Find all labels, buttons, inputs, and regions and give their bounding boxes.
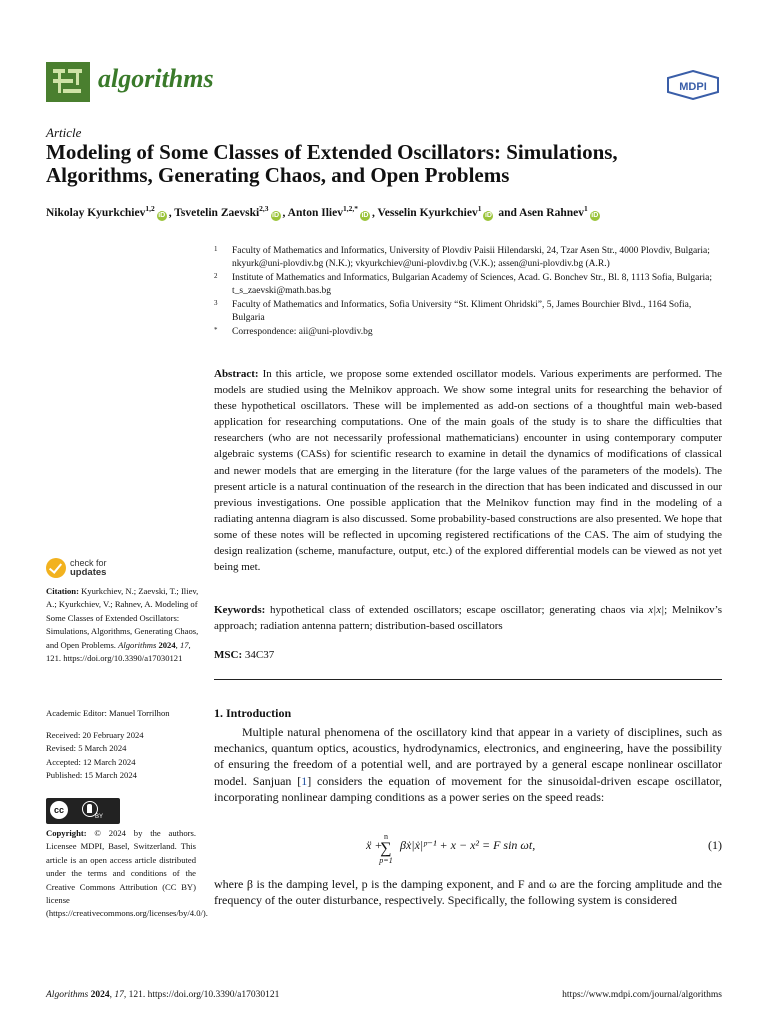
affiliation-text: Faculty of Mathematics and Informatics, Sofia University “St. Kliment Ohridski”, 5, James Bourchier Blvd., 1164 Sofia, Bulgaria (232, 300, 692, 323)
author-name: Vesselin Kyurkchiev (377, 206, 478, 219)
check-for-updates-badge[interactable] (46, 558, 126, 580)
keywords-math: x|x| (648, 604, 665, 616)
citation-volume: 17 (179, 639, 189, 650)
section-heading: 1. Introduction (214, 706, 292, 720)
footer-doi[interactable]: , 121. https://doi.org/10.3390/a17030121 (123, 990, 280, 1000)
author-affil-sup: 1,2 (145, 204, 155, 213)
author-affil-sup: 1,2,* (342, 204, 358, 213)
abstract (214, 366, 722, 575)
article-title: Modeling of Some Classes of Extended Oscillators: Simulations, Algorithms, Generating Chaos, and Open Problems (46, 140, 618, 187)
footer-journal-url[interactable]: https://www.mdpi.com/journal/algorithms (562, 990, 722, 1000)
sum-lower-limit: p=1 (379, 856, 393, 865)
msc (214, 649, 274, 661)
affiliation-number: 2 (214, 272, 218, 280)
author-affil-sup: 1 (584, 204, 588, 213)
citation-doi: , 121. https://doi.org/10.3390/a17030121 (46, 639, 191, 664)
copyright-label: Copyright: (46, 828, 87, 838)
check-icon (46, 558, 66, 578)
citation-block: Citation: Kyurkchiev, N.; Zaevski, T.; Iliev, A.; Kyurkchiev, V.; Rahnev, A. Modeling of Some Classes of Extended Oscillators: Simulations, Algorithms, Generating Chaos, and Open Problems. Algorithms 2024, 17, 121. https://doi.org/10.3390/a17030121 (46, 586, 199, 664)
msc-label: MSC: (214, 649, 243, 661)
intro-paragraph (214, 724, 722, 805)
affiliation-item (214, 245, 724, 271)
author-name: Anton Iliev (287, 206, 343, 219)
cc-icon: cc (50, 801, 68, 819)
orcid-icon[interactable]: iD (272, 211, 280, 219)
affiliation-number: 3 (214, 299, 218, 307)
cc-by-label: BY (95, 814, 104, 820)
equation-1 (214, 832, 722, 866)
msc-value: 34C37 (244, 649, 275, 661)
orcid-icon[interactable]: iD (158, 211, 166, 219)
author-name: Asen Rahnev (519, 206, 584, 219)
dates-block (46, 729, 204, 783)
affiliation-text: Institute of Mathematics and Informatics, Bulgarian Academy of Sciences, Acad. G. Bonchev Str., Bl. 8, 1113 Sofia, Bulgaria; t_s_zaevski@math.bas.bg (232, 273, 712, 296)
affiliation-list (214, 245, 724, 340)
section-divider (214, 679, 722, 680)
footer-volume: 17 (114, 990, 124, 1000)
intro-text-rest: ] considers the equation of movement for the sinusoidal-driven escape oscillator, incorporating nonlinear damping conditions as a power series on the speed reads: (214, 773, 722, 804)
mdpi-logo-icon (666, 70, 720, 100)
sum-upper-limit: n (384, 832, 388, 841)
affiliation-item (214, 299, 724, 325)
sum-symbol: ∑ (380, 840, 392, 857)
intro-paragraph-2: where β is the damping level, p is the damping exponent, and F and ω are the forcing amplitude and the frequency of the outer disturbance, respectively. Specifically, the following system is considered (214, 877, 722, 908)
keywords-text: hypothetical class of extended oscillators; escape oscillator; generating chaos via (270, 604, 649, 616)
author-affil-sup: 2,3 (259, 204, 269, 213)
affiliation-item (214, 272, 724, 298)
affiliation-number: 1 (214, 245, 218, 253)
keywords-label: Keywords: (214, 604, 266, 616)
equation-left: ẍ + (366, 838, 383, 852)
citation-journal: Algorithms (118, 639, 157, 650)
journal-logo-icon (46, 62, 90, 102)
copyright-text: © 2024 by the authors. Licensee MDPI, Basel, Switzerland. This article is an open access article distributed under the terms and conditions of the Creative Commons Attribution (CC BY) license (https://creativecommons.org/licenses/by/4.0/). (46, 828, 208, 919)
affiliation-text: Correspondence: aii@uni-plovdiv.bg (232, 327, 373, 337)
equation-right: βẋ|ẋ|ᵖ⁻¹ + x − x² = F sin ωt, (400, 838, 536, 852)
affiliation-number: * (214, 326, 218, 334)
citation-text: Kyurkchiev, N.; Zaevski, T.; Iliev, A.; Kyurkchiev, V.; Rahnev, A. Modeling of Some Classes of Extended Oscillators: Simulations, Algorithms, Generating Chaos, and Open Problems. (46, 586, 199, 650)
citation-label: Citation: (46, 586, 79, 596)
footer-year: 2024 (90, 990, 110, 1000)
date-revised: Revised: 5 March 2024 (46, 743, 127, 754)
academic-editor: Academic Editor: Manuel Torrilhon (46, 708, 170, 718)
orcid-icon[interactable]: iD (361, 211, 369, 219)
orcid-icon[interactable]: iD (591, 211, 599, 219)
author-name: Tsvetelin Zaevski (174, 206, 260, 219)
mdpi-logo[interactable] (666, 70, 720, 100)
date-received: Received: 20 February 2024 (46, 730, 144, 740)
keywords-text-rest: ; Melnikov’s approach; radiation antenna pattern; distribution-based oscillators (214, 604, 722, 632)
abstract-text: In this article, we propose some extended oscillator models. Various experiments are performed. The models are studied using the Melnikov approach. We show some integral units for researching the behavior of these hypothetical oscillators. These will be implemented as add-on sections of a thoughtful main web-based application for researching computations. One of the main goals of the study is to share the difficulties that researchers (who are not necessarily professional mathematicians) encounter in using contemporary computer algebraic systems (CASs) for scientific research to examine in detail the dynamics of modifications of classical and newer models that are emerging in the literature (for the large values of the parameters of the models). The present article is a natural continuation of the research in the direction that has been indicated and discussed in our previous investigations. One possible application that the Melnikov function may find in the modeling of a radiating antenna diagram is also discussed. Some probability-based constructions are also presented. We hope that some of these notes will be reflected in upcoming registered rectifications of the CAS. The aim of studying the design realization (scheme, manufacture, output, etc.) of the explored differential models can be viewed as not yet being met. (214, 368, 722, 574)
journal-name: algorithms (98, 64, 214, 93)
equation-sum (373, 832, 399, 865)
abstract-label: Abstract: (214, 368, 259, 380)
cc-by-license-badge[interactable] (46, 798, 120, 824)
author-affil-sup: 1 (477, 204, 482, 213)
date-published: Published: 15 March 2024 (46, 770, 137, 781)
copyright-block (46, 827, 208, 921)
affiliation-text: Faculty of Mathematics and Informatics, University of Plovdiv Paisii Hilendarski, 24, Tzar Asen Str., 4000 Plovdiv, Bulgaria; nkyurk@uni-plovdiv.bg (N.K.); vkyurkchiev@uni-plovdiv.bg (V.K.); assen@uni-plovdiv.bg (A.R.) (232, 246, 710, 269)
mdpi-logo-text: MDPI (679, 81, 707, 93)
affiliation-item (214, 326, 724, 339)
author-list: Nikolay Kyurkchiev$^{1,2}$iD , Tsvetelin Zaevski$^{2,3}$iD , Anton Iliev$^{1,2,*}$iD , Vesselin Kyurkchiev$^1$iD and Asen Rahnev$^1$iD (46, 204, 599, 219)
check-line-2: updates (70, 567, 107, 578)
equation-number: (1) (708, 838, 722, 852)
date-accepted: Accepted: 12 March 2024 (46, 756, 136, 767)
intro-text: Multiple natural phenomena of the oscillatory kind that appear in a variety of disciplines, such as mechanics, quantum optics, acoustics, hydrodynamics, electronics, and engineering, have the possibility of ensuring the freedom of a potential well, and are portrayed by a general escape nonlinear oscillator model. Sanjuan [ (214, 725, 722, 788)
citation-year: 2024 (158, 639, 176, 650)
keywords (214, 602, 722, 634)
check-line-1: check for (70, 558, 107, 568)
reference-link[interactable]: 1 (301, 773, 308, 788)
footer-journal: Algorithms (46, 990, 89, 1000)
footer-citation: Algorithms 2024, 17, 121. https://doi.org/10.3390/a17030121 (46, 990, 280, 1000)
author-name: Nikolay Kyurkchiev (46, 206, 146, 219)
article-type: Article (46, 125, 82, 140)
orcid-icon[interactable]: iD (484, 211, 492, 219)
